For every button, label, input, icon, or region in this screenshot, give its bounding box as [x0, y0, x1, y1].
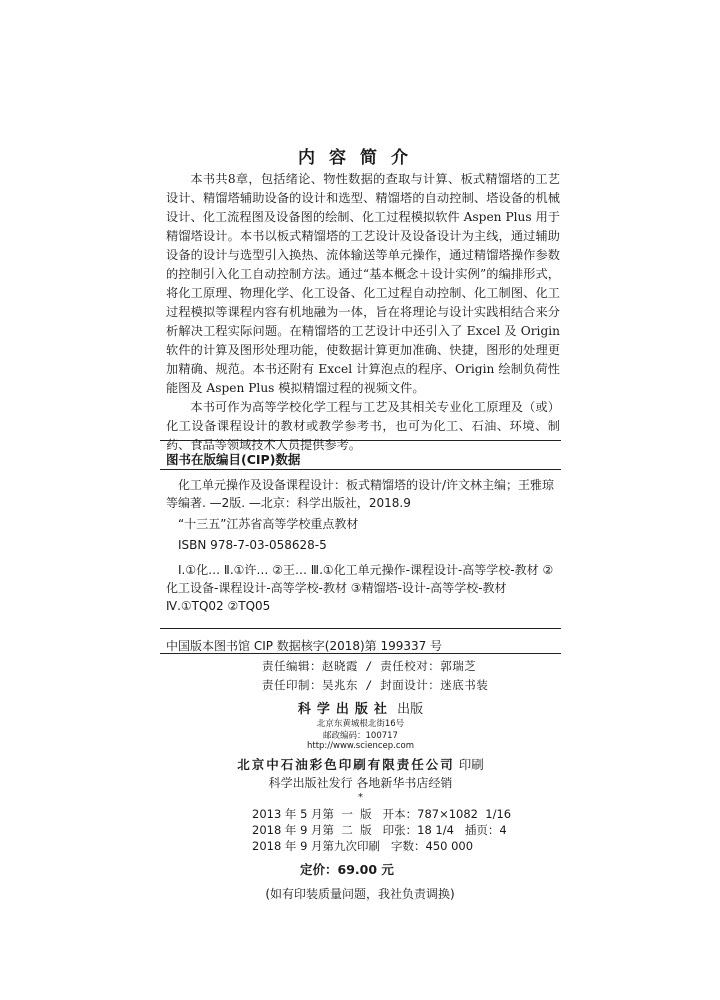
publisher-postcode: 邮政编码：100717 [323, 731, 398, 741]
cip-heading: 图书在版编目(CIP)数据 [166, 452, 301, 467]
publisher-line [160, 698, 561, 717]
intro-title: 内容简介 [298, 148, 422, 168]
cip-isbn: ISBN 978-7-03-058628-5 [178, 538, 327, 552]
divider-cip-heading [160, 469, 561, 470]
intro-paragraph: 本书共8章，包括绪论、物性数据的查取与计算、板式精馏塔的工艺设计、精馏塔辅助设备的设计和选型、精馏塔的自动控制、塔设备的机械设计、化工流程图及设备图的绘制、化工过程模拟软件 Aspen Plus 用于精馏塔设计。本书以板式精馏塔的工艺设计及设备设计为主线，通过辅助设备的设计与选型引入换热、流体输送等单元操作，通过精馏塔操作参数的控制引入化工自动控制方法。通过“基本概念＋设计实例”的编排形式，将化工原理、物理化学、化工设备、化工过程自动控制、化工制图、化工过程模拟等课程内容有机地融为一体，旨在将理论与设计实践相结合来分析解决工程实际问题。在精馏塔的工艺设计中还引入了 Excel 及 Origin 软件的计算及图形处理功能，使数据计算更加准确、快捷，图形的处理更加精确、规范。本书还附有 Excel 计算泡点的程序、Origin 绘制负荷性能图及 Aspen Plus 模拟精馏过程的视频文件。 [166, 172, 560, 395]
printer-line [160, 755, 561, 773]
credits-editors: 责任编辑：赵晓霞 / 责任校对：郭瑞芝 [262, 659, 477, 673]
cip-series: “十三五”江苏省高等学校重点教材 [178, 517, 359, 531]
publisher-suffix: 出版 [397, 702, 424, 717]
intro-body [166, 170, 560, 455]
publisher-address: 北京东黄城根北街16号 [316, 719, 405, 729]
cip-data [166, 476, 560, 622]
cip-check-number: 中国版本图书馆 CIP 数据核字(2018)第 199337 号 [166, 639, 443, 653]
divider-cip-check [160, 653, 561, 654]
intro-paragraph: 本书可作为高等学校化学工程与工艺及其相关专业化工原理及（或）化工设备课程设计的教材或教学参考书，也可为化工、石油、环境、制药、食品等领域技术人员提供参考。 [166, 400, 560, 452]
printer-name: 北京中石油彩色印刷有限责任公司 [237, 757, 455, 772]
edition-line: 2013 年 5 月第 一 版 开本：787×1082 1/16 [252, 807, 512, 821]
publisher-url: http://www.sciencep.com [306, 741, 415, 751]
edition-line: 2018 年 9 月第 二 版 印张：18 1/4 插页：4 [252, 823, 507, 837]
quality-notice: (如有印装质量问题，我社负责调换) [265, 887, 455, 901]
edition-line: 2018 年 9 月第九次印刷 字数：450 000 [252, 839, 474, 853]
cip-entry: 化工单元操作及设备课程设计：板式精馏塔的设计/许文林主编；王雅琼等编著. —2版. —北京：科学出版社，2018.9 [166, 478, 555, 510]
printer-suffix: 印刷 [458, 757, 484, 772]
distribution: 科学出版社发行 各地新华书店经销 [268, 776, 453, 790]
cip-classification: Ⅰ.①化… Ⅱ.①许… ②王… Ⅲ.①化工单元操作-课程设计-高等学校-教材 ②化工设备-课程设计-高等学校-教材 ③精馏塔-设计-高等学校-教材 Ⅳ.①TQ02 ②TQ05 [166, 563, 554, 613]
edition-info [252, 806, 552, 854]
divider-top [160, 440, 561, 441]
star-separator: * [358, 792, 363, 803]
divider-cip-body [160, 628, 561, 629]
price: 定价：69.00 元 [300, 862, 394, 877]
publisher-name: 科学出版社 [297, 702, 393, 717]
credits-production: 责任印制：吴兆东 / 封面设计：迷底书装 [262, 678, 489, 692]
